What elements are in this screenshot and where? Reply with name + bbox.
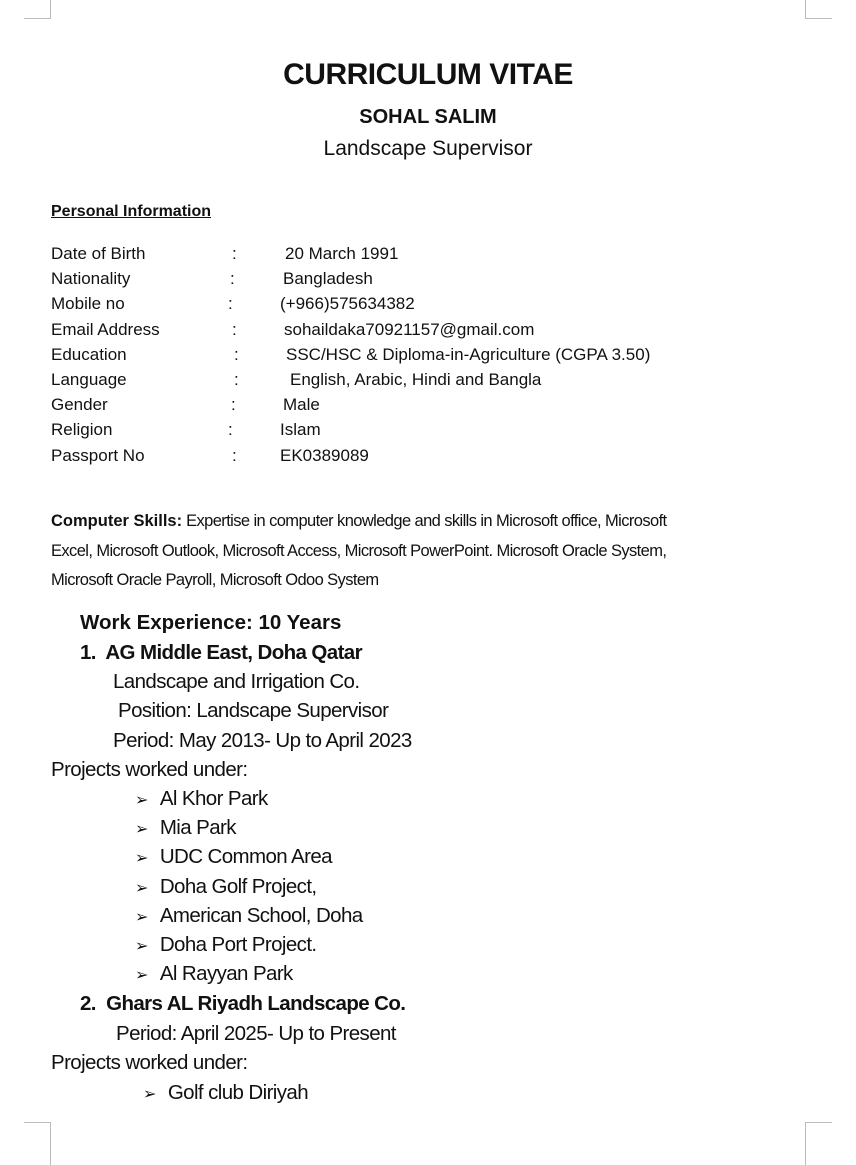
field-value: Islam — [280, 420, 321, 440]
field-value: sohaildaka70921157@gmail.com — [284, 319, 535, 339]
projects-label: Projects worked under: — [51, 1051, 248, 1074]
skills-line: Microsoft Oracle Payroll, Microsoft Odoo System — [51, 571, 379, 589]
field-label: Email Address — [51, 319, 160, 339]
job-2-title — [80, 994, 405, 1015]
document-title: CURRICULUM VITAE — [283, 58, 573, 91]
field-separator: : — [232, 319, 237, 339]
field-label: Education — [51, 344, 127, 364]
job-number: 1. — [80, 641, 96, 664]
field-separator: : — [232, 445, 237, 465]
project-item — [135, 874, 317, 898]
field-label: Mobile no — [51, 294, 125, 314]
projects-label: Projects worked under: — [51, 758, 248, 781]
project-item — [135, 964, 293, 985]
job-company: Ghars AL Riyadh Landscape Co. — [106, 992, 406, 1015]
field-value: SSC/HSC & Diploma-in-Agriculture (CGPA 3.50) — [286, 344, 651, 364]
project-item — [135, 818, 236, 839]
arrow-bullet-icon: ➢ — [135, 908, 148, 926]
field-value: Male — [283, 395, 320, 415]
candidate-role: Landscape Supervisor — [323, 137, 533, 160]
field-separator: : — [232, 244, 237, 263]
crop-mark-bottom-left — [24, 1122, 51, 1165]
field-value: Bangladesh — [283, 269, 373, 289]
field-label: Language — [51, 370, 127, 389]
project-item — [135, 935, 317, 956]
arrow-bullet-icon: ➢ — [135, 821, 148, 839]
project-name: Al Khor Park — [159, 787, 268, 810]
arrow-bullet-icon: ➢ — [135, 938, 148, 955]
field-value: (+966)575634382 — [280, 294, 415, 314]
job-1-title — [80, 643, 362, 664]
job-company: AG Middle East, Doha Qatar — [105, 641, 362, 664]
job-line: Period: May 2013- Up to April 2023 — [113, 729, 412, 752]
field-separator: : — [234, 370, 239, 389]
field-separator: : — [231, 395, 236, 415]
project-name: Al Rayyan Park — [159, 962, 293, 986]
candidate-name: SOHAL SALIM — [359, 106, 497, 128]
field-value: English, Arabic, Hindi and Bangla — [290, 370, 542, 389]
crop-mark-top-right — [805, 0, 832, 19]
field-label: Date of Birth — [51, 244, 146, 263]
field-label: Gender — [51, 395, 108, 415]
field-separator: : — [228, 294, 233, 314]
field-label: Nationality — [51, 269, 131, 289]
field-separator: : — [230, 269, 235, 289]
project-name: Doha Golf Project, — [159, 874, 317, 898]
job-line: Position: Landscape Supervisor — [118, 699, 389, 722]
project-item — [135, 903, 363, 927]
job-line: Landscape and Irrigation Co. — [113, 670, 360, 693]
project-name: American School, Doha — [159, 903, 363, 927]
crop-mark-bottom-right — [805, 1122, 832, 1165]
field-separator: : — [228, 420, 233, 440]
project-item — [143, 1083, 308, 1104]
work-experience-heading: Work Experience: 10 Years — [80, 611, 342, 634]
project-name: Doha Port Project. — [159, 933, 317, 956]
arrow-bullet-icon: ➢ — [135, 850, 148, 868]
project-item — [135, 847, 332, 868]
arrow-bullet-icon: ➢ — [135, 879, 148, 897]
field-label: Passport No — [51, 445, 145, 465]
personal-info-heading: Personal Information — [51, 203, 212, 220]
field-label: Religion — [51, 420, 113, 440]
skills-line — [51, 513, 667, 530]
job-line: Period: April 2025- Up to Present — [116, 1022, 396, 1045]
field-separator: : — [234, 344, 239, 364]
project-name: Mia Park — [159, 816, 236, 840]
skills-label: Computer Skills: — [51, 512, 183, 530]
project-name: UDC Common Area — [159, 845, 332, 869]
skills-text: Expertise in computer knowledge and skills in Microsoft office, Microsoft — [186, 512, 667, 530]
field-value: 20 March 1991 — [285, 244, 399, 263]
project-name: Golf club Diriyah — [167, 1081, 308, 1104]
job-number: 2. — [80, 992, 96, 1015]
arrow-bullet-icon: ➢ — [143, 1086, 156, 1103]
arrow-bullet-icon: ➢ — [135, 967, 148, 985]
skills-line: Excel, Microsoft Outlook, Microsoft Access, Microsoft PowerPoint. Microsoft Oracle System, — [51, 542, 667, 560]
project-item — [135, 789, 268, 810]
field-value: EK0389089 — [280, 445, 369, 465]
crop-mark-top-left — [24, 0, 51, 19]
arrow-bullet-icon: ➢ — [135, 792, 148, 809]
